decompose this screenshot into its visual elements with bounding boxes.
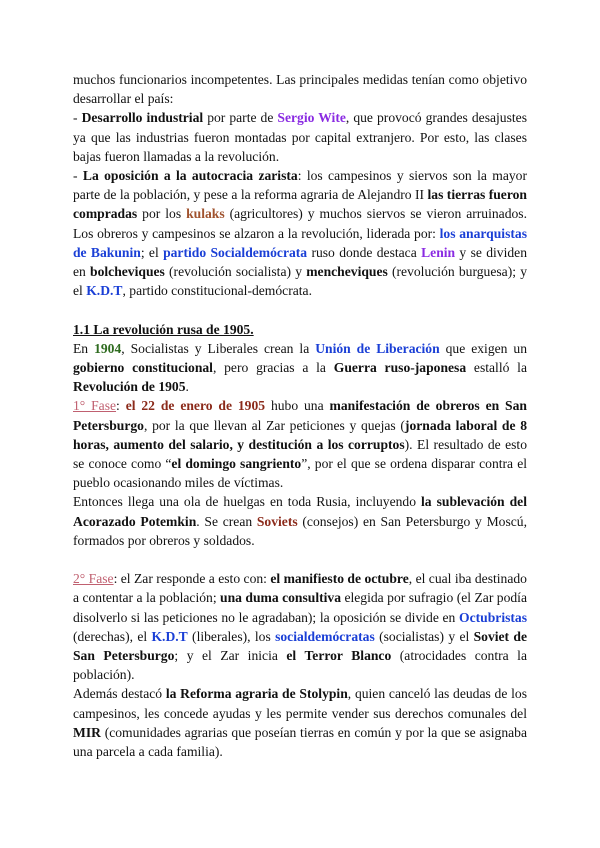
phase-1-label: 1° Fase xyxy=(73,398,117,414)
term-kdt-2: K.D.T xyxy=(151,628,188,644)
term-lands-bought: las tierras fueron compradas xyxy=(73,187,527,222)
paragraph-phase-2: 2° Fase: el Zar responde a esto con: el manifiesto de octubre, el cual iba destinado a contentar a la población; una duma consultiva elegida por sufragio (el Zar podía disolverlo si las peticiones no le agradaban); la oposición se divide en Octubristas (derechas), el K.D.T (liberales), los socialdemócratas (socialistas) y el Soviet de San Petersburgo; y el Zar inicia el Terror Blanco (atrocidades contra la población). xyxy=(73,571,528,683)
term-octobrists: Octubristas xyxy=(459,609,527,625)
term-bolsheviks: bolcheviques xyxy=(90,264,165,280)
year-1904: 1904 xyxy=(94,340,122,356)
spacer xyxy=(73,550,527,569)
term-anarchists-bakunin: los anarquistas de Bakunin xyxy=(73,225,527,260)
name-sergio-wite: Sergio Wite xyxy=(277,110,346,126)
term-bloody-sunday: el domingo sangriento xyxy=(171,456,302,472)
section-heading: 1.1 La revolución rusa de 1905. xyxy=(73,321,254,337)
term-soviets: Soviets xyxy=(256,513,298,529)
term-revolution-1905: Revolución de 1905 xyxy=(73,379,186,395)
name-lenin: Lenin xyxy=(421,244,456,260)
paragraph-strikes: Entonces llega una ola de huelgas en toda Rusia, incluyendo la sublevación del Acorazado Potemkin. Se crean Soviets (consejos) en San Petersburgo y Moscú, formados por obreros y soldados. xyxy=(73,494,527,548)
paragraph-intro: muchos funcionarios incompetentes. Las principales medidas tenían como objetivo desarrollar el país: xyxy=(73,72,527,107)
phase-2-label: 2° Fase xyxy=(73,571,114,587)
term-opposition-autocracy: La oposición a la autocracia zarista xyxy=(82,168,298,184)
term-socialdemocrats: socialdemócratas xyxy=(275,628,375,644)
term-stolypin-reform: la Reforma agraria de Stolypin xyxy=(165,686,348,702)
term-russo-japanese-war: Guerra ruso-japonesa xyxy=(333,360,467,376)
term-white-terror: el Terror Blanco xyxy=(286,648,392,664)
term-mir: MIR xyxy=(73,724,101,740)
term-workers-demonstration: manifestación de obreros en San Petersburgo xyxy=(73,398,527,433)
term-industrial-development: Desarrollo industrial xyxy=(81,110,204,126)
spacer xyxy=(73,300,527,319)
paragraph-phase-1: 1° Fase: el 22 de enero de 1905 hubo una manifestación de obreros en San Petersburgo, por la que llevan al Zar peticiones y quejas (jornada laboral de 8 horas, aumento del salario, y destitución a los corruptos). El resultado de esto se conoce como “el domingo sangriento”, por el que se ordena disparar contra el pueblo ocasionando miles de víctimas. xyxy=(73,398,528,491)
paragraph-stolypin: Además destacó la Reforma agraria de Stolypin, quien canceló las deudas de los campesinos, les concede ayudas y les permite vender sus derechos comunales del MIR (comunidades agrarias que poseían tierras en común y por la que se asignaba una parcela a cada familia). xyxy=(73,686,527,760)
term-potemkin-mutiny: la sublevación del Acorazado Potemkin xyxy=(73,494,527,529)
term-demands: jornada laboral de 8 horas, aumento del salario, y destitución a los corruptos xyxy=(73,417,527,452)
term-socialdemocratic-party: partido Socialdemócrata xyxy=(163,244,308,260)
paragraph-industrial-development: - Desarrollo industrial por parte de Sergio Wite, que provocó grandes desajustes ya que las industrias fueron montadas por capital extranjero. Por esto, las clases bajas fueron llamadas a la revolución. xyxy=(73,110,527,164)
term-kulaks: kulaks xyxy=(186,206,225,222)
term-soviet-st-petersburg: Soviet de San Petersburgo xyxy=(73,628,528,664)
paragraph-opposition: - La oposición a la autocracia zarista: los campesinos y siervos son la mayor parte de la población, y pese a la reforma agraria de Alejandro II las tierras fueron compradas por los kulaks (agricultores) y muchos siervos se vieron arruinados. Los obreros y campesinos se alzaron a la revolución, liderada por: los anarquistas de Bakunin; el partido Socialdemócrata ruso donde destaca Lenin y se dividen en bolcheviques (revolución socialista) y mencheviques (revolución burguesa); y el K.D.T, partido constitucional-demócrata. xyxy=(73,168,528,299)
term-consultative-duma: una duma consultiva xyxy=(220,590,342,606)
term-mensheviks: mencheviques xyxy=(306,264,388,280)
paragraph-1904: En 1904, Socialistas y Liberales crean la Unión de Liberación que exigen un gobierno constitucional, pero gracias a la Guerra ruso-japonesa estalló la Revolución de 1905. xyxy=(73,340,527,395)
date-22-january-1905: el 22 de enero de 1905 xyxy=(125,398,266,414)
term-kdt: K.D.T xyxy=(86,283,123,299)
term-constitutional-government: gobierno constitucional xyxy=(73,360,213,376)
term-october-manifesto: el manifiesto de octubre xyxy=(270,571,409,587)
term-union-liberation: Unión de Liberación xyxy=(315,340,440,356)
